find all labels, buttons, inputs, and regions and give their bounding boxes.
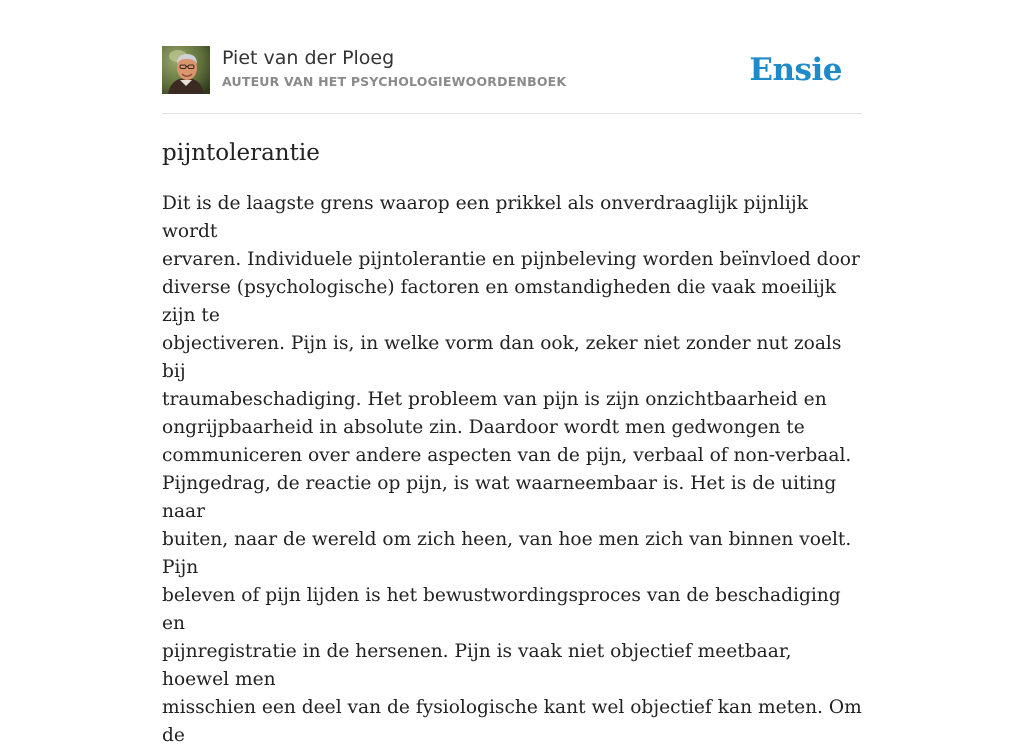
author-header [162,46,862,96]
header-divider [162,113,862,114]
avatar-photo [162,46,210,94]
author-name[interactable]: Piet van der Ploeg [222,47,395,69]
author-role: AUTEUR VAN HET PSYCHOLOGIEWOORDENBOEK [222,74,567,89]
author-avatar[interactable] [162,46,210,94]
ensie-logo[interactable]: Ensie [749,52,842,88]
entry-body: Dit is de laagste grens waarop een prikkel als onverdraaglijk pijnlijk wordt ervaren. Individuele pijntolerantie en pijnbeleving worden beïnvloed door diverse (psychologische) factoren en omstandigheden die vaak moeilijk zijn te objectiveren. Pijn is, in welke vorm dan ook, zeker niet zonder nut zoals bij traumabeschadiging. Het probleem van pijn is zijn onzichtbaarheid en ongrijpbaarheid in absolute zin. Daardoor wordt men gedwongen te communiceren over andere aspecten van de pijn, verbaal of non-verbaal. Pijngedrag, de reactie op pijn, is wat waarneembaar is. Het is de uiting naar buiten, naar de wereld om zich heen, van hoe men zich van binnen voelt. Pijn beleven of pijn lijden is het bewustwordingsproces van de beschadiging en pijnregistratie in de hersenen. Pijn is vaak niet objectief meetbaar, hoewel men misschien een deel van de fysiologische kant wel objectief kan meten. Om de [162,193,862,746]
author-info [222,46,566,94]
entry-title: pijntolerantie [162,140,320,166]
